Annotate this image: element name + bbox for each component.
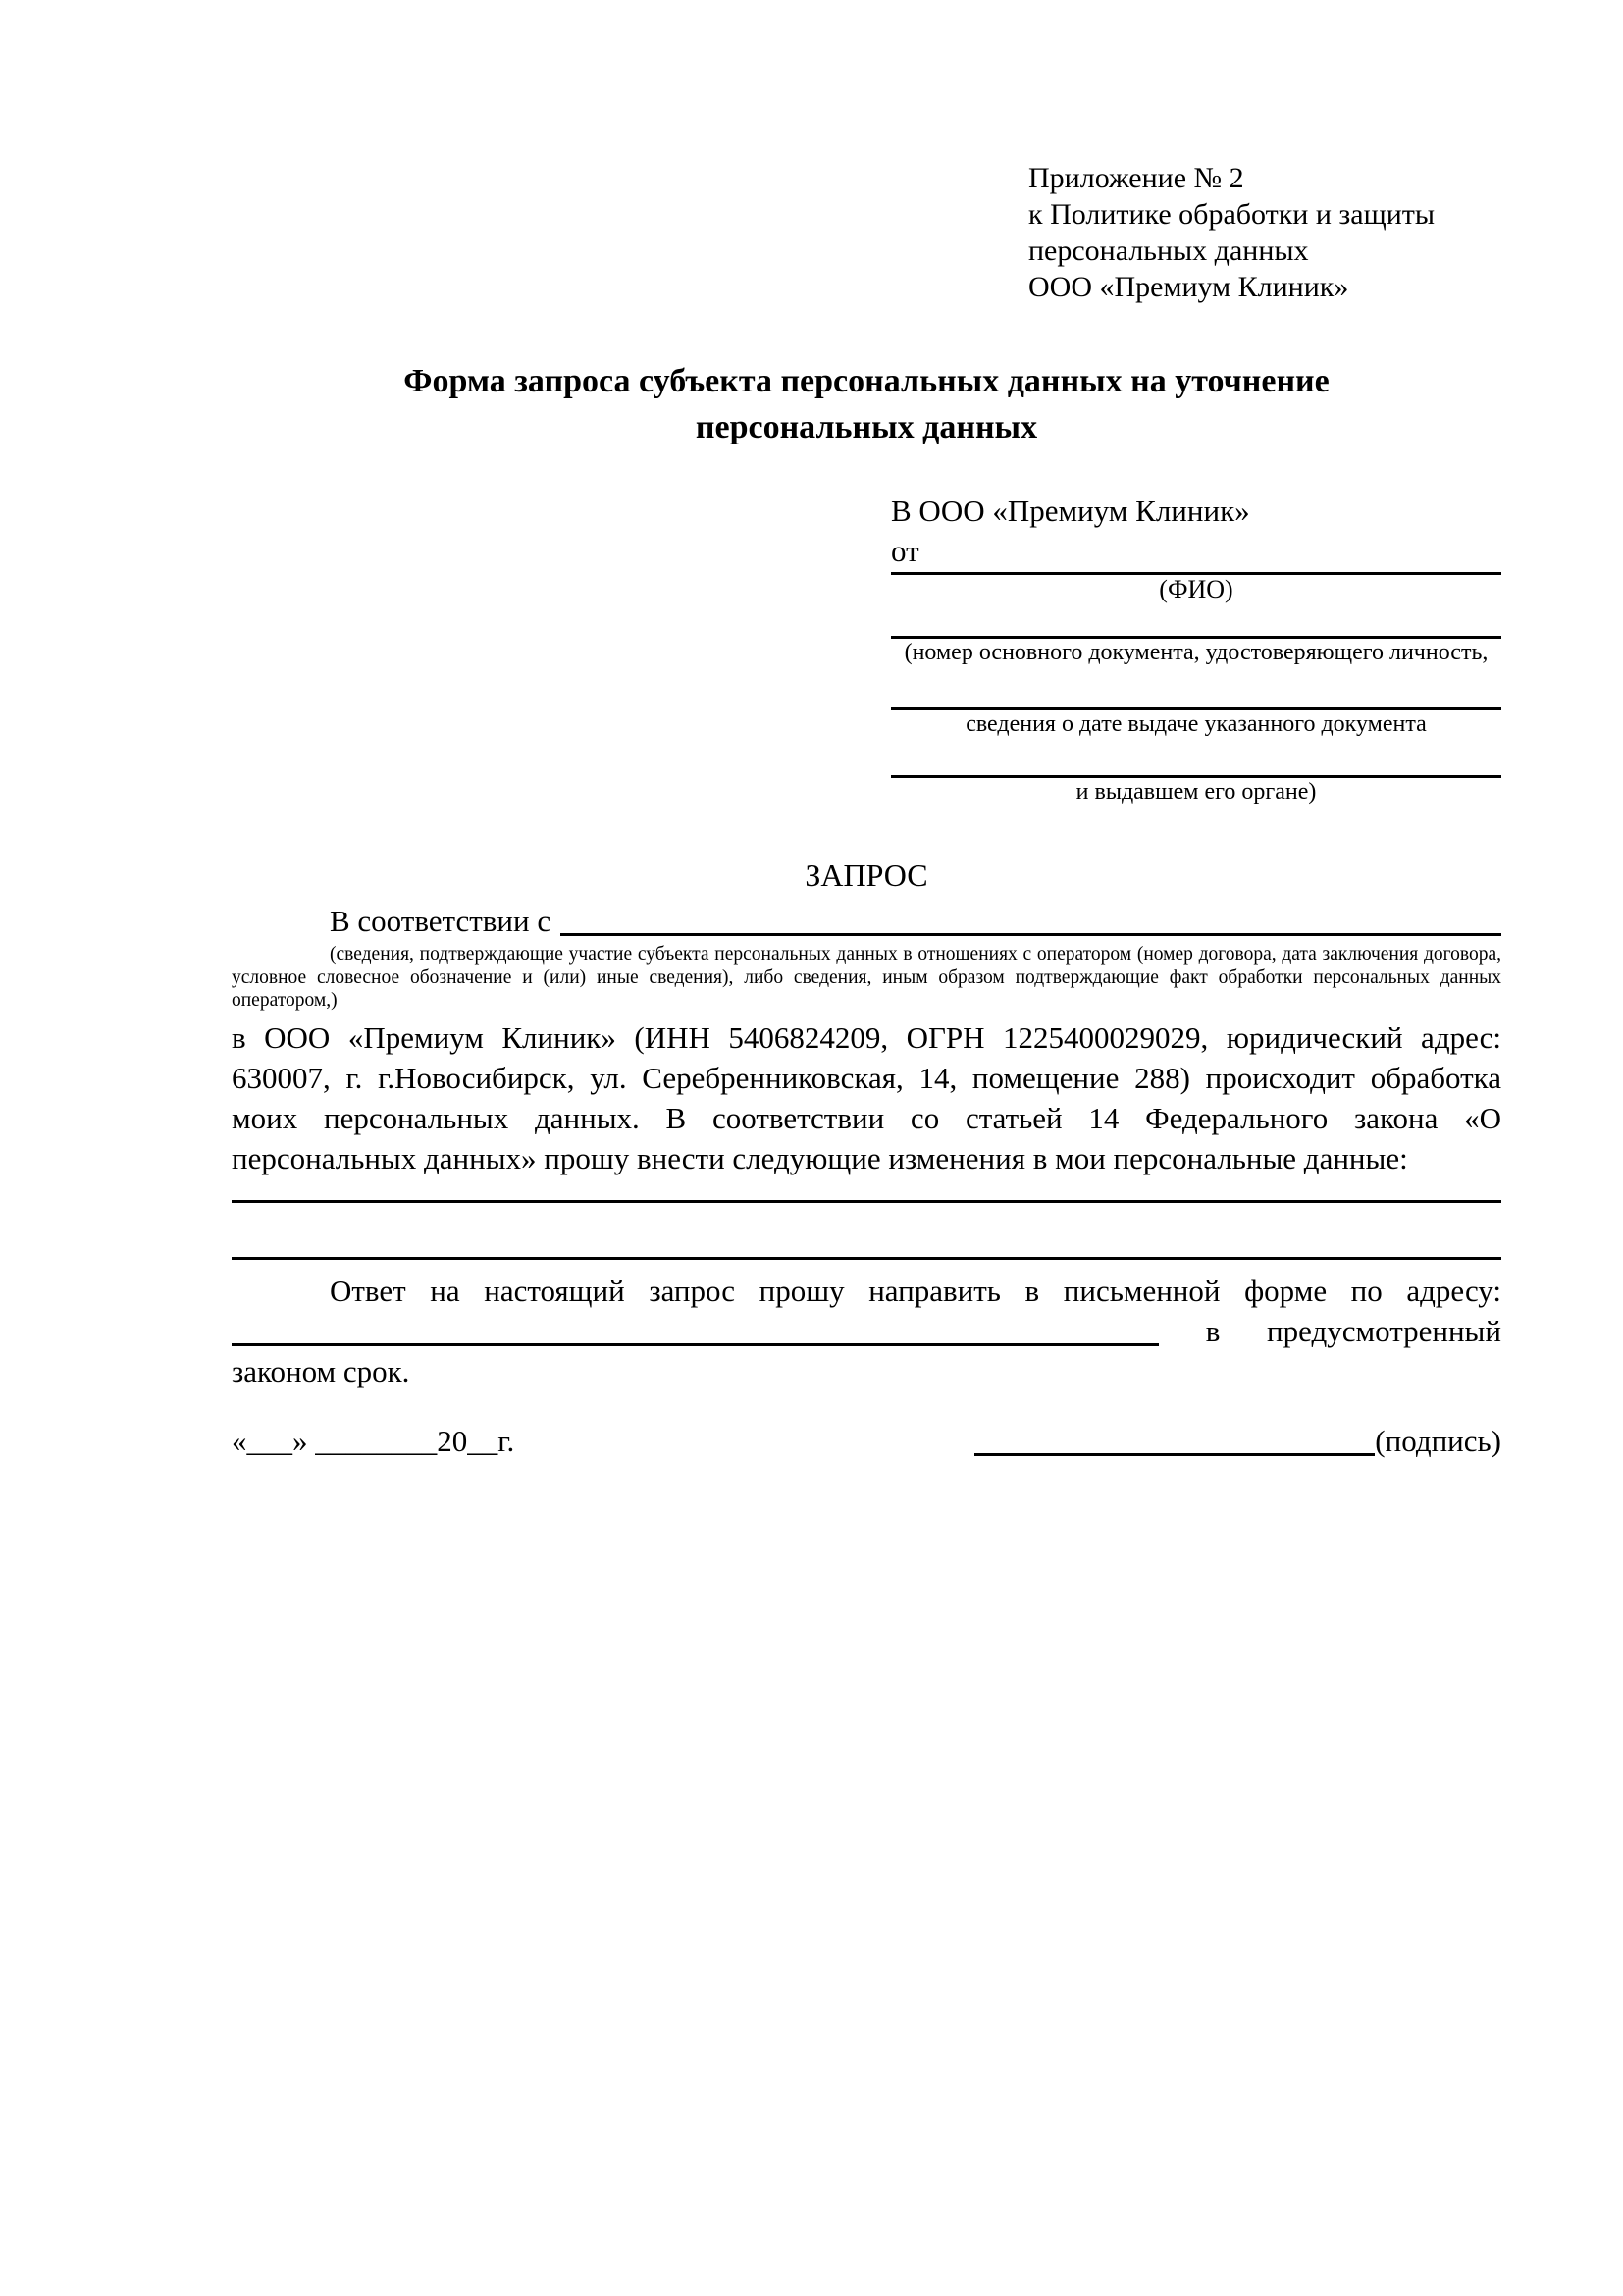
footer-row — [232, 1421, 1501, 1461]
document-number-caption: (номер основного документа, удостоверяющего личность, — [904, 640, 1489, 665]
reply-tail: законом срок. — [232, 1353, 410, 1388]
date-blank: «___» ________20__г. — [232, 1423, 515, 1458]
changes-blank-line-2 — [232, 1255, 1501, 1260]
appendix-line: Приложение № 2 — [1028, 162, 1244, 194]
signature-group — [974, 1421, 1501, 1461]
request-heading: ЗАПРОС — [805, 858, 928, 893]
signature-blank-line — [974, 1451, 1375, 1456]
appendix-line: ООО «Премиум Клиник» — [1028, 271, 1349, 303]
reply-word-in: в — [1205, 1313, 1221, 1348]
document-content — [232, 0, 1501, 1461]
fio-caption: (ФИО) — [1159, 575, 1233, 603]
changes-blank-line-1 — [232, 1198, 1501, 1203]
addressee-block — [891, 490, 1501, 806]
reply-word-predusmotrenny: предусмотренный — [1267, 1313, 1501, 1348]
address-blank-line — [232, 1341, 1159, 1346]
appendix-block — [1028, 160, 1501, 305]
issue-date-caption: сведения о дате выдаче указанного документа — [966, 711, 1427, 737]
document-title — [232, 358, 1501, 450]
document-title-line-2: персональных данных — [695, 409, 1038, 445]
issuing-authority-caption: и выдавшем его органе) — [1075, 779, 1317, 805]
basis-line — [232, 902, 1501, 941]
request-body: в ООО «Премиум Клиник» (ИНН 5406824209, ОГРН 1225400029029, юридический адрес: 630007, г. г.Новосибирск, ул. Серебренниковская, 14, помещение 288) происходит обработка моих персональных данных. В соответствии со статьей 14 Федерального закона «О персональных данных» прошу внести следующие изменения в мои персональные данные: — [232, 1019, 1501, 1175]
addressee-from: от — [891, 534, 919, 568]
signature-caption: (подпись) — [1375, 1423, 1501, 1458]
document-title-line-1: Форма запроса субъекта персональных данных на уточнение — [403, 363, 1330, 399]
reply-address-line — [232, 1311, 1501, 1351]
appendix-line: персональных данных — [1028, 235, 1309, 267]
appendix-line: к Политике обработки и защиты — [1028, 198, 1436, 231]
basis-prefix: В соответствии с — [330, 904, 551, 938]
reply-intro: Ответ на настоящий запрос прошу направить в письменной форме по адресу: — [330, 1273, 1501, 1308]
addressee-to: В ООО «Премиум Клиник» — [891, 494, 1250, 528]
basis-blank-line — [560, 933, 1501, 936]
basis-note: (сведения, подтверждающие участие субъекта персональных данных в отношениях с оператором (номер договора, дата заключения договора, условное словесное обозначение и (или) иные сведения), либо сведения, иным образом подтверждающие факт обработки персональных данных оператором,) — [232, 944, 1501, 1011]
